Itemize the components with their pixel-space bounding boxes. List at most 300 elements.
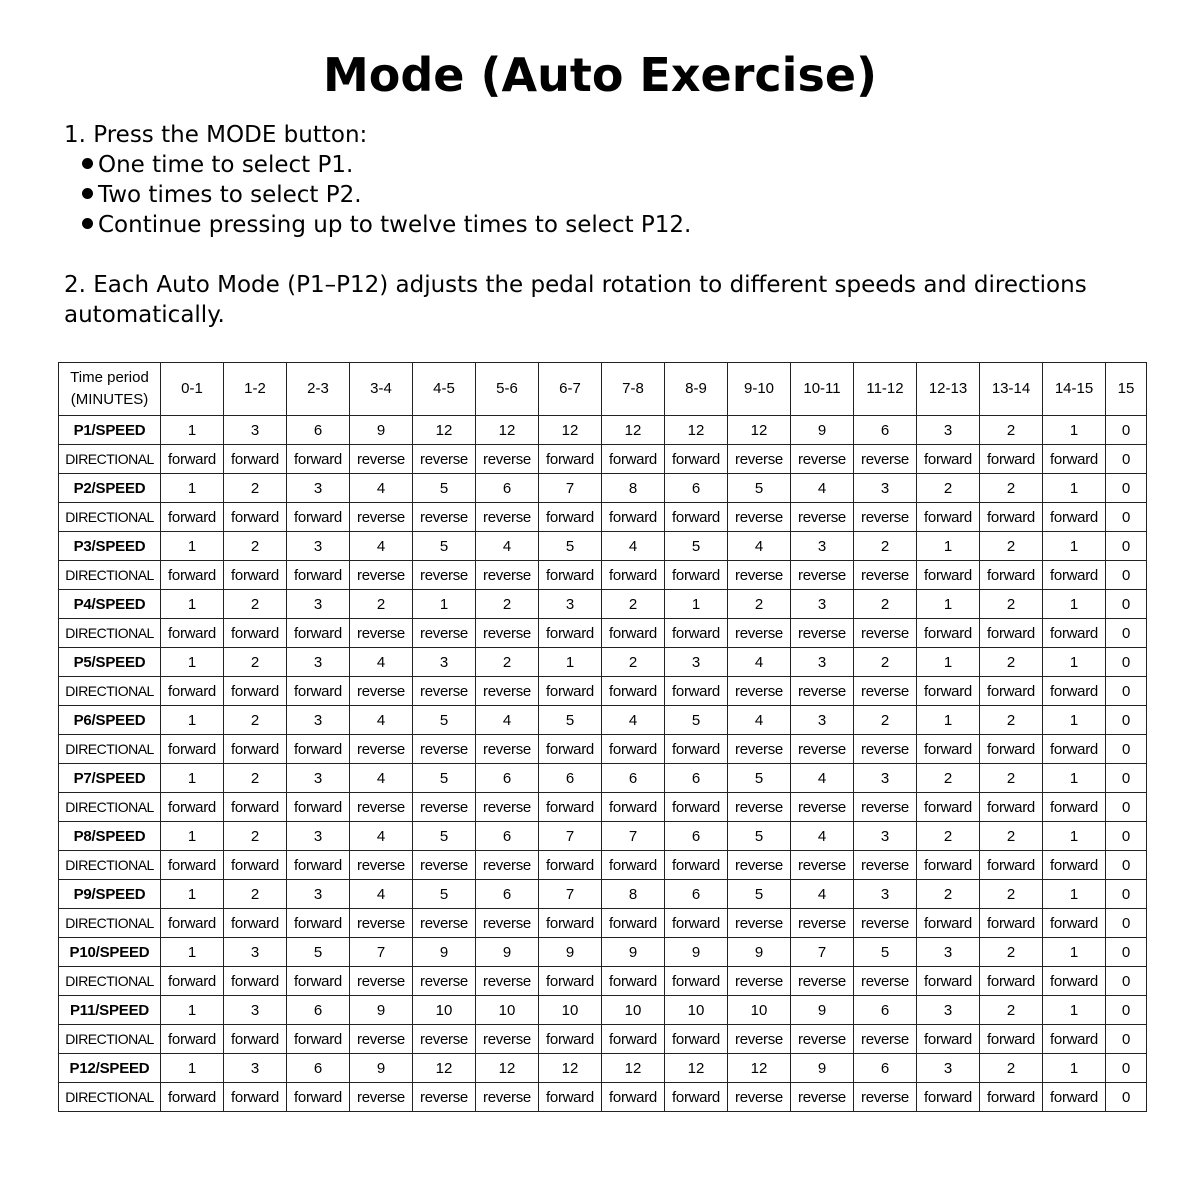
speed-cell: 1 bbox=[161, 474, 224, 503]
bullet-icon bbox=[82, 218, 93, 229]
speed-cell: 2 bbox=[476, 590, 539, 619]
table-row bbox=[59, 822, 1147, 851]
direction-cell: forward bbox=[980, 1025, 1043, 1054]
direction-cell: forward bbox=[665, 1083, 728, 1112]
speed-cell: 4 bbox=[350, 532, 413, 561]
period-header: 2-3 bbox=[287, 363, 350, 416]
direction-cell: 0 bbox=[1106, 851, 1147, 880]
speed-cell: 12 bbox=[602, 416, 665, 445]
speed-cell: 5 bbox=[287, 938, 350, 967]
direction-cell: forward bbox=[161, 561, 224, 590]
speed-cell: 6 bbox=[287, 996, 350, 1025]
bullet-icon bbox=[82, 158, 93, 169]
direction-cell: forward bbox=[602, 619, 665, 648]
direction-cell: reverse bbox=[350, 1083, 413, 1112]
speed-cell: 7 bbox=[791, 938, 854, 967]
speed-cell: 2 bbox=[476, 648, 539, 677]
direction-cell: forward bbox=[224, 735, 287, 764]
direction-cell: reverse bbox=[476, 909, 539, 938]
speed-cell: 4 bbox=[728, 532, 791, 561]
speed-cell: 2 bbox=[917, 822, 980, 851]
period-header: 14-15 bbox=[1043, 363, 1106, 416]
time-period-header-line2: (MINUTES) bbox=[70, 391, 149, 408]
direction-cell: forward bbox=[1043, 619, 1106, 648]
speed-cell: 1 bbox=[1043, 648, 1106, 677]
speed-cell: 1 bbox=[161, 706, 224, 735]
direction-cell: forward bbox=[665, 735, 728, 764]
direction-cell: forward bbox=[980, 793, 1043, 822]
direction-cell: forward bbox=[980, 909, 1043, 938]
table-row bbox=[59, 445, 1147, 474]
speed-cell: 2 bbox=[224, 706, 287, 735]
direction-cell: forward bbox=[161, 503, 224, 532]
speed-cell: 3 bbox=[917, 938, 980, 967]
program-speed-label: P7/SPEED bbox=[59, 764, 161, 793]
direction-cell: forward bbox=[224, 561, 287, 590]
direction-cell: reverse bbox=[413, 1025, 476, 1054]
direction-cell: forward bbox=[665, 503, 728, 532]
direction-cell: forward bbox=[1043, 967, 1106, 996]
directional-label: DIRECTIONAL bbox=[59, 445, 161, 474]
speed-cell: 6 bbox=[602, 764, 665, 793]
period-header: 8-9 bbox=[665, 363, 728, 416]
period-header: 15 bbox=[1106, 363, 1147, 416]
direction-cell: 0 bbox=[1106, 445, 1147, 474]
program-speed-label: P6/SPEED bbox=[59, 706, 161, 735]
direction-cell: forward bbox=[602, 967, 665, 996]
direction-cell: forward bbox=[224, 677, 287, 706]
table-row bbox=[59, 764, 1147, 793]
table-row bbox=[59, 648, 1147, 677]
speed-cell: 9 bbox=[665, 938, 728, 967]
direction-cell: forward bbox=[602, 793, 665, 822]
direction-cell: forward bbox=[602, 1025, 665, 1054]
speed-cell: 4 bbox=[350, 880, 413, 909]
speed-cell: 3 bbox=[917, 416, 980, 445]
direction-cell: forward bbox=[287, 677, 350, 706]
direction-cell: reverse bbox=[791, 735, 854, 764]
direction-cell: forward bbox=[224, 851, 287, 880]
speed-cell: 4 bbox=[791, 822, 854, 851]
program-speed-label: P9/SPEED bbox=[59, 880, 161, 909]
direction-cell: 0 bbox=[1106, 561, 1147, 590]
speed-cell: 4 bbox=[602, 532, 665, 561]
speed-cell: 1 bbox=[1043, 416, 1106, 445]
table-row bbox=[59, 561, 1147, 590]
speed-cell: 0 bbox=[1106, 590, 1147, 619]
direction-cell: forward bbox=[917, 561, 980, 590]
direction-cell: 0 bbox=[1106, 619, 1147, 648]
list-item-text: Continue pressing up to twelve times to select P12. bbox=[98, 212, 692, 238]
direction-cell: forward bbox=[224, 503, 287, 532]
speed-cell: 1 bbox=[161, 822, 224, 851]
direction-cell: reverse bbox=[854, 561, 917, 590]
speed-cell: 1 bbox=[413, 590, 476, 619]
table-row bbox=[59, 619, 1147, 648]
direction-cell: reverse bbox=[791, 677, 854, 706]
directional-label: DIRECTIONAL bbox=[59, 1083, 161, 1112]
direction-cell: forward bbox=[287, 503, 350, 532]
table-row bbox=[59, 532, 1147, 561]
direction-cell: forward bbox=[539, 619, 602, 648]
direction-cell: 0 bbox=[1106, 909, 1147, 938]
program-speed-label: P3/SPEED bbox=[59, 532, 161, 561]
speed-cell: 3 bbox=[224, 996, 287, 1025]
direction-cell: forward bbox=[539, 851, 602, 880]
speed-cell: 4 bbox=[350, 764, 413, 793]
directional-label: DIRECTIONAL bbox=[59, 503, 161, 532]
speed-cell: 4 bbox=[791, 474, 854, 503]
speed-cell: 7 bbox=[602, 822, 665, 851]
speed-cell: 10 bbox=[728, 996, 791, 1025]
direction-cell: forward bbox=[980, 445, 1043, 474]
speed-cell: 1 bbox=[917, 590, 980, 619]
direction-cell: forward bbox=[917, 967, 980, 996]
direction-cell: forward bbox=[1043, 909, 1106, 938]
direction-cell: forward bbox=[602, 909, 665, 938]
direction-cell: reverse bbox=[728, 1083, 791, 1112]
speed-cell: 1 bbox=[1043, 474, 1106, 503]
speed-cell: 5 bbox=[413, 880, 476, 909]
speed-cell: 5 bbox=[728, 764, 791, 793]
speed-cell: 1 bbox=[161, 938, 224, 967]
table-row bbox=[59, 967, 1147, 996]
speed-cell: 2 bbox=[980, 822, 1043, 851]
speed-cell: 2 bbox=[224, 648, 287, 677]
direction-cell: reverse bbox=[350, 735, 413, 764]
direction-cell: reverse bbox=[791, 909, 854, 938]
speed-cell: 2 bbox=[980, 416, 1043, 445]
direction-cell: forward bbox=[1043, 851, 1106, 880]
list-item bbox=[82, 210, 1144, 240]
speed-cell: 6 bbox=[287, 1054, 350, 1083]
speed-cell: 3 bbox=[287, 532, 350, 561]
directional-label: DIRECTIONAL bbox=[59, 967, 161, 996]
speed-cell: 10 bbox=[665, 996, 728, 1025]
speed-cell: 3 bbox=[224, 1054, 287, 1083]
table-body bbox=[59, 416, 1147, 1112]
direction-cell: reverse bbox=[728, 445, 791, 474]
speed-cell: 1 bbox=[917, 648, 980, 677]
speed-cell: 1 bbox=[917, 532, 980, 561]
direction-cell: reverse bbox=[476, 1025, 539, 1054]
direction-cell: forward bbox=[602, 445, 665, 474]
period-header: 5-6 bbox=[476, 363, 539, 416]
speed-cell: 4 bbox=[791, 764, 854, 793]
direction-cell: forward bbox=[161, 619, 224, 648]
speed-cell: 4 bbox=[350, 648, 413, 677]
directional-label: DIRECTIONAL bbox=[59, 677, 161, 706]
direction-cell: forward bbox=[980, 851, 1043, 880]
direction-cell: reverse bbox=[854, 619, 917, 648]
list-item-text: Two times to select P2. bbox=[98, 182, 362, 208]
direction-cell: forward bbox=[287, 1025, 350, 1054]
speed-cell: 2 bbox=[917, 764, 980, 793]
list-item bbox=[82, 180, 1144, 210]
speed-cell: 6 bbox=[476, 822, 539, 851]
speed-cell: 3 bbox=[917, 996, 980, 1025]
direction-cell: forward bbox=[980, 503, 1043, 532]
speed-cell: 0 bbox=[1106, 474, 1147, 503]
speed-cell: 2 bbox=[854, 706, 917, 735]
direction-cell: forward bbox=[665, 677, 728, 706]
direction-cell: forward bbox=[539, 1083, 602, 1112]
direction-cell: forward bbox=[287, 561, 350, 590]
directional-label: DIRECTIONAL bbox=[59, 735, 161, 764]
direction-cell: 0 bbox=[1106, 967, 1147, 996]
direction-cell: reverse bbox=[476, 503, 539, 532]
direction-cell: forward bbox=[665, 793, 728, 822]
speed-cell: 4 bbox=[476, 532, 539, 561]
direction-cell: forward bbox=[287, 909, 350, 938]
speed-cell: 1 bbox=[1043, 996, 1106, 1025]
direction-cell: reverse bbox=[728, 561, 791, 590]
direction-cell: forward bbox=[980, 1083, 1043, 1112]
speed-cell: 1 bbox=[1043, 764, 1106, 793]
direction-cell: reverse bbox=[728, 851, 791, 880]
speed-cell: 3 bbox=[224, 416, 287, 445]
table-row bbox=[59, 880, 1147, 909]
direction-cell: forward bbox=[917, 619, 980, 648]
speed-cell: 2 bbox=[854, 648, 917, 677]
direction-cell: reverse bbox=[413, 793, 476, 822]
speed-cell: 3 bbox=[854, 822, 917, 851]
speed-cell: 12 bbox=[476, 416, 539, 445]
direction-cell: forward bbox=[1043, 503, 1106, 532]
speed-cell: 2 bbox=[224, 822, 287, 851]
direction-cell: reverse bbox=[791, 1083, 854, 1112]
speed-cell: 4 bbox=[350, 706, 413, 735]
direction-cell: reverse bbox=[728, 503, 791, 532]
direction-cell: forward bbox=[161, 851, 224, 880]
direction-cell: forward bbox=[1043, 561, 1106, 590]
direction-cell: forward bbox=[539, 677, 602, 706]
speed-cell: 8 bbox=[602, 880, 665, 909]
speed-cell: 10 bbox=[602, 996, 665, 1025]
program-speed-label: P12/SPEED bbox=[59, 1054, 161, 1083]
direction-cell: 0 bbox=[1106, 677, 1147, 706]
direction-cell: forward bbox=[917, 793, 980, 822]
speed-cell: 3 bbox=[287, 590, 350, 619]
direction-cell: reverse bbox=[791, 561, 854, 590]
direction-cell: reverse bbox=[791, 503, 854, 532]
direction-cell: forward bbox=[602, 503, 665, 532]
direction-cell: forward bbox=[539, 735, 602, 764]
table-row bbox=[59, 503, 1147, 532]
direction-cell: forward bbox=[665, 561, 728, 590]
direction-cell: reverse bbox=[476, 793, 539, 822]
speed-cell: 5 bbox=[413, 474, 476, 503]
speed-cell: 5 bbox=[539, 532, 602, 561]
speed-cell: 6 bbox=[287, 416, 350, 445]
direction-cell: forward bbox=[224, 909, 287, 938]
speed-cell: 9 bbox=[791, 996, 854, 1025]
speed-cell: 2 bbox=[980, 996, 1043, 1025]
direction-cell: reverse bbox=[413, 561, 476, 590]
speed-cell: 2 bbox=[980, 764, 1043, 793]
speed-cell: 3 bbox=[413, 648, 476, 677]
direction-cell: forward bbox=[602, 677, 665, 706]
speed-cell: 4 bbox=[350, 474, 413, 503]
speed-cell: 1 bbox=[665, 590, 728, 619]
direction-cell: reverse bbox=[413, 445, 476, 474]
direction-cell: forward bbox=[917, 1025, 980, 1054]
speed-cell: 0 bbox=[1106, 416, 1147, 445]
speed-cell: 1 bbox=[1043, 532, 1106, 561]
speed-cell: 1 bbox=[161, 764, 224, 793]
period-header: 13-14 bbox=[980, 363, 1043, 416]
speed-cell: 0 bbox=[1106, 822, 1147, 851]
direction-cell: forward bbox=[917, 677, 980, 706]
speed-cell: 12 bbox=[665, 416, 728, 445]
direction-cell: reverse bbox=[476, 677, 539, 706]
speed-cell: 2 bbox=[917, 880, 980, 909]
direction-cell: forward bbox=[161, 445, 224, 474]
speed-cell: 12 bbox=[476, 1054, 539, 1083]
speed-cell: 3 bbox=[287, 648, 350, 677]
speed-cell: 5 bbox=[413, 532, 476, 561]
direction-cell: forward bbox=[917, 445, 980, 474]
table-row bbox=[59, 735, 1147, 764]
speed-cell: 7 bbox=[539, 822, 602, 851]
program-speed-label: P1/SPEED bbox=[59, 416, 161, 445]
direction-cell: reverse bbox=[728, 909, 791, 938]
speed-cell: 3 bbox=[917, 1054, 980, 1083]
speed-cell: 4 bbox=[728, 706, 791, 735]
speed-cell: 3 bbox=[287, 764, 350, 793]
direction-cell: forward bbox=[980, 561, 1043, 590]
speed-cell: 9 bbox=[476, 938, 539, 967]
speed-cell: 5 bbox=[413, 706, 476, 735]
speed-cell: 2 bbox=[980, 532, 1043, 561]
speed-cell: 1 bbox=[1043, 822, 1106, 851]
direction-cell: reverse bbox=[854, 503, 917, 532]
speed-cell: 5 bbox=[413, 822, 476, 851]
speed-cell: 12 bbox=[539, 1054, 602, 1083]
direction-cell: forward bbox=[287, 1083, 350, 1112]
direction-cell: reverse bbox=[476, 967, 539, 996]
direction-cell: forward bbox=[602, 561, 665, 590]
instructions bbox=[64, 120, 1144, 330]
program-speed-label: P8/SPEED bbox=[59, 822, 161, 851]
speed-cell: 12 bbox=[413, 1054, 476, 1083]
direction-cell: 0 bbox=[1106, 503, 1147, 532]
speed-cell: 9 bbox=[791, 416, 854, 445]
table-header-row bbox=[59, 363, 1147, 416]
speed-cell: 6 bbox=[539, 764, 602, 793]
direction-cell: forward bbox=[602, 735, 665, 764]
speed-cell: 1 bbox=[161, 416, 224, 445]
mode-press-list bbox=[64, 150, 1144, 240]
direction-cell: reverse bbox=[350, 909, 413, 938]
program-speed-label: P10/SPEED bbox=[59, 938, 161, 967]
program-speed-label: P2/SPEED bbox=[59, 474, 161, 503]
direction-cell: reverse bbox=[854, 1083, 917, 1112]
direction-cell: reverse bbox=[791, 793, 854, 822]
table-row bbox=[59, 416, 1147, 445]
speed-cell: 2 bbox=[917, 474, 980, 503]
directional-label: DIRECTIONAL bbox=[59, 793, 161, 822]
direction-cell: forward bbox=[917, 909, 980, 938]
direction-cell: reverse bbox=[854, 445, 917, 474]
program-speed-label: P5/SPEED bbox=[59, 648, 161, 677]
direction-cell: forward bbox=[224, 1083, 287, 1112]
direction-cell: reverse bbox=[728, 1025, 791, 1054]
direction-cell: forward bbox=[224, 967, 287, 996]
speed-cell: 12 bbox=[728, 416, 791, 445]
direction-cell: reverse bbox=[350, 503, 413, 532]
direction-cell: reverse bbox=[728, 793, 791, 822]
direction-cell: forward bbox=[1043, 445, 1106, 474]
direction-cell: reverse bbox=[728, 619, 791, 648]
speed-cell: 6 bbox=[476, 764, 539, 793]
direction-cell: forward bbox=[917, 503, 980, 532]
direction-cell: reverse bbox=[854, 909, 917, 938]
directional-label: DIRECTIONAL bbox=[59, 619, 161, 648]
speed-cell: 6 bbox=[665, 474, 728, 503]
direction-cell: reverse bbox=[476, 619, 539, 648]
direction-cell: forward bbox=[980, 619, 1043, 648]
direction-cell: forward bbox=[287, 851, 350, 880]
speed-cell: 9 bbox=[350, 416, 413, 445]
direction-cell: forward bbox=[224, 619, 287, 648]
direction-cell: reverse bbox=[728, 967, 791, 996]
direction-cell: forward bbox=[161, 735, 224, 764]
direction-cell: forward bbox=[1043, 1025, 1106, 1054]
speed-cell: 0 bbox=[1106, 996, 1147, 1025]
speed-cell: 9 bbox=[602, 938, 665, 967]
time-period-header-line1: Time period bbox=[70, 369, 149, 386]
direction-cell: reverse bbox=[350, 561, 413, 590]
direction-cell: reverse bbox=[413, 967, 476, 996]
direction-cell: forward bbox=[539, 1025, 602, 1054]
direction-cell: forward bbox=[224, 445, 287, 474]
direction-cell: forward bbox=[287, 619, 350, 648]
direction-cell: reverse bbox=[350, 619, 413, 648]
speed-cell: 6 bbox=[665, 822, 728, 851]
speed-cell: 3 bbox=[287, 474, 350, 503]
speed-cell: 12 bbox=[728, 1054, 791, 1083]
direction-cell: forward bbox=[539, 793, 602, 822]
speed-cell: 1 bbox=[1043, 938, 1106, 967]
time-period-header bbox=[59, 363, 161, 416]
speed-cell: 3 bbox=[791, 532, 854, 561]
direction-cell: reverse bbox=[350, 851, 413, 880]
speed-cell: 0 bbox=[1106, 706, 1147, 735]
speed-cell: 1 bbox=[1043, 880, 1106, 909]
direction-cell: forward bbox=[161, 967, 224, 996]
speed-cell: 4 bbox=[602, 706, 665, 735]
direction-cell: forward bbox=[161, 909, 224, 938]
speed-cell: 5 bbox=[665, 532, 728, 561]
direction-cell: forward bbox=[287, 445, 350, 474]
direction-cell: 0 bbox=[1106, 735, 1147, 764]
speed-cell: 9 bbox=[539, 938, 602, 967]
direction-cell: forward bbox=[665, 445, 728, 474]
direction-cell: forward bbox=[161, 677, 224, 706]
period-header: 6-7 bbox=[539, 363, 602, 416]
direction-cell: forward bbox=[161, 1083, 224, 1112]
period-header: 11-12 bbox=[854, 363, 917, 416]
speed-cell: 2 bbox=[980, 1054, 1043, 1083]
step-2-text: 2. Each Auto Mode (P1–P12) adjusts the pedal rotation to different speeds and directions automatically. bbox=[64, 272, 1087, 328]
direction-cell: reverse bbox=[350, 793, 413, 822]
speed-cell: 6 bbox=[665, 880, 728, 909]
speed-cell: 2 bbox=[602, 648, 665, 677]
speed-cell: 12 bbox=[413, 416, 476, 445]
direction-cell: reverse bbox=[854, 793, 917, 822]
speed-cell: 3 bbox=[854, 880, 917, 909]
